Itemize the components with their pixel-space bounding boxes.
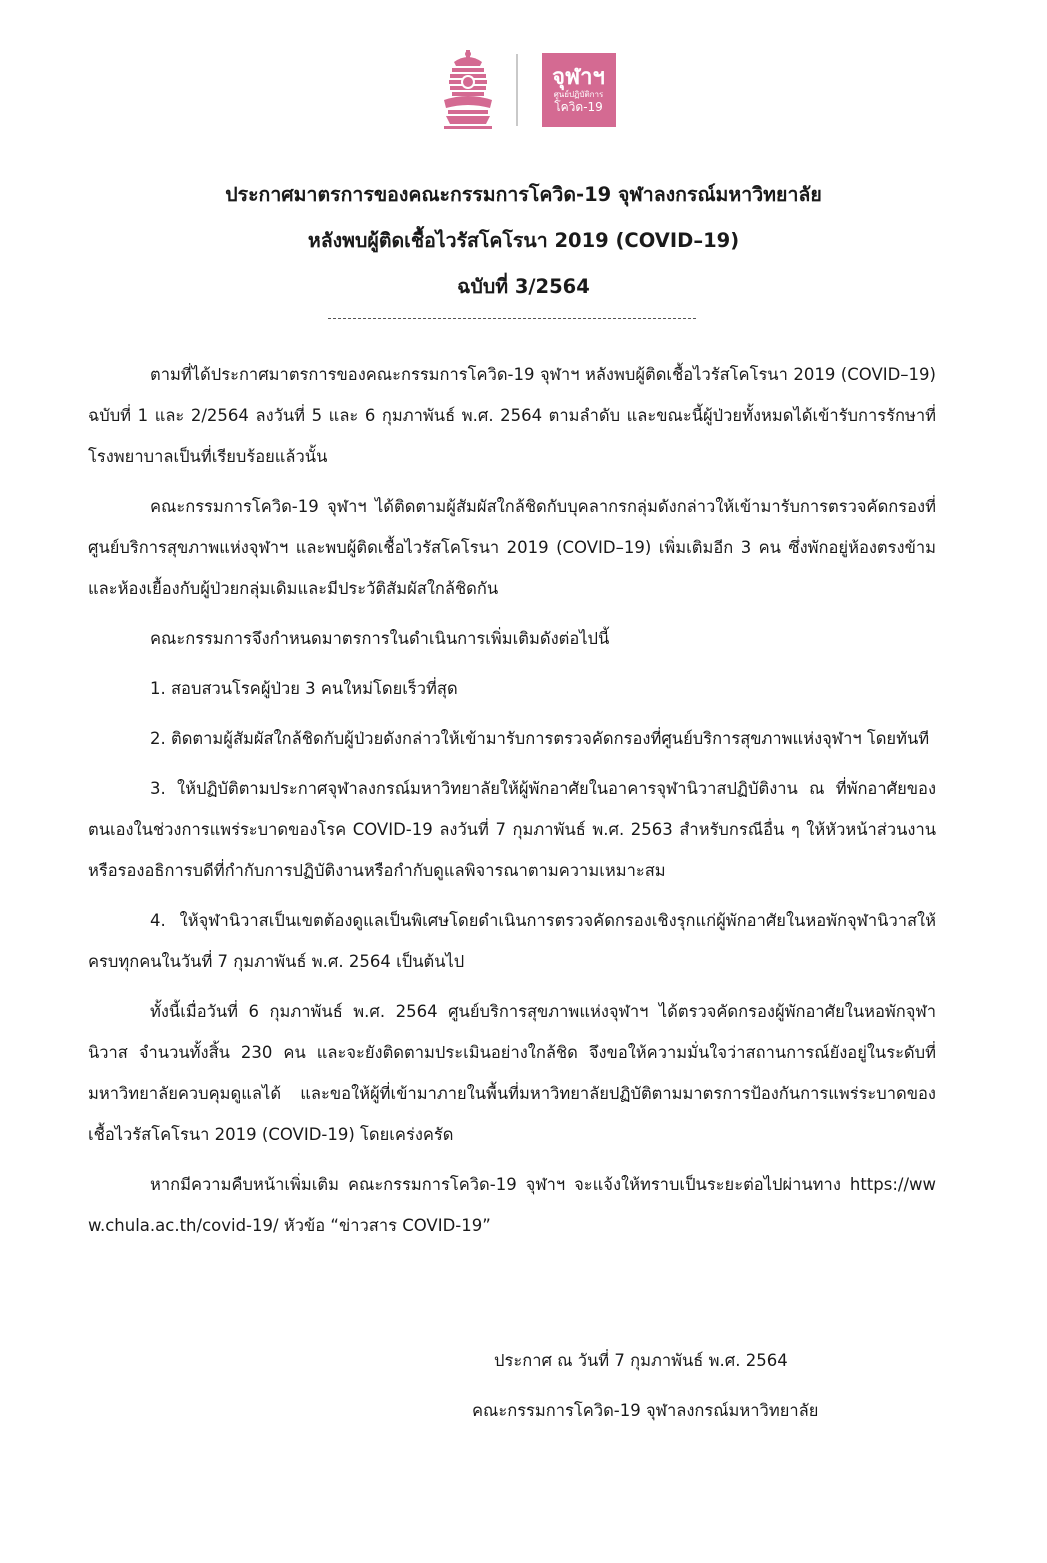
paragraph-4: ทั้งนี้เมื่อวันที่ 6 กุมภาพันธ์ พ.ศ. 2564 ศูนย์บริการสุขภาพแห่งจุฬาฯ ได้ตรวจคัดกรองผู้พักอาศัยในหอพักจุฬานิวาส จำนวนทั้งสิ้น 230 คน และจะยังติดตามประเมินอย่างใกล้ชิด จึงขอให้ความมั่นใจว่าสถานการณ์ยังอยู่ในระดับที่มหาวิทยาลัยควบคุมดูแลได้ และขอให้ผู้ที่เข้ามาภายในพื้นที่มหาวิทยาลัยปฏิบัติตามมาตรการป้องกันการแพร่ระบาดของเชื้อไวรัสโคโรนา 2019 (COVID-19) โดยเคร่งครัด: [88, 1002, 936, 1144]
paragraph-5: [88, 1164, 936, 1246]
measure-item-4: 4. ให้จุฬานิวาสเป็นเขตต้องดูแลเป็นพิเศษโดยดำเนินการตรวจคัดกรองเชิงรุกแก่ผู้พักอาศัยในหอพักจุฬานิวาสให้ครบทุกคนในวันที่ 7 กุมภาพันธ์ พ.ศ. 2564 เป็นต้นไป: [88, 911, 936, 971]
dashed-divider: [328, 318, 696, 319]
badge-subtitle: ศูนย์ปฏิบัติการ: [553, 89, 604, 99]
chula-seal-icon: [440, 50, 496, 130]
signature-block: [472, 1336, 992, 1436]
measure-item-3: 3. ให้ปฏิบัติตามประกาศจุฬาลงกรณ์มหาวิทยาลัยให้ผู้พักอาศัยในอาคารจุฬานิวาสปฏิบัติงาน ณ ที่พักอาศัยของตนเองในช่วงการแพร่ระบาดของโรค COVID-19 ลงวันที่ 7 กุมภาพันธ์ พ.ศ. 2563 สำหรับกรณีอื่น ๆ ให้หัวหน้าส่วนงานหรือรองอธิการบดีที่กำกับการปฏิบัติงานหรือกำกับดูแลพิจารณาตามความเหมาะสม: [88, 779, 936, 880]
covid-center-badge: [542, 53, 616, 127]
paragraph-3: คณะกรรมการจึงกำหนดมาตรการในดำเนินการเพิ่มเติมดังต่อไปนี้: [150, 629, 610, 648]
badge-title: จุฬาฯ: [552, 64, 605, 90]
logo-row: [0, 50, 1047, 130]
document-title: [0, 172, 1047, 310]
announcement-date: ประกาศ ณ วันที่ 7 กุมภาพันธ์ พ.ศ. 2564: [494, 1351, 788, 1370]
paragraph-1: ตามที่ได้ประกาศมาตรการของคณะกรรมการโควิด-19 จุฬาฯ หลังพบผู้ติดเชื้อไวรัสโคโรนา 2019 (COVID–19) ฉบับที่ 1 และ 2/2564 ลงวันที่ 5 และ 6 กุมภาพันธ์ พ.ศ. 2564 ตามลำดับ และขณะนี้ผู้ป่วยทั้งหมดได้เข้ารับการรักษาที่โรงพยาบาลเป็นที่เรียบร้อยแล้วนั้น: [88, 365, 936, 466]
measure-item-2: 2. ติดตามผู้สัมผัสใกล้ชิดกับผู้ป่วยดังกล่าวให้เข้ามารับการตรวจคัดกรองที่ศูนย์บริการสุขภาพแห่งจุฬาฯ โดยทันที: [150, 729, 930, 748]
title-line-2: หลังพบผู้ติดเชื้อไวรัสโคโรนา 2019 (COVID–19): [307, 229, 740, 252]
paragraph-5-topic: หัวข้อ “ข่าวสาร COVID-19”: [283, 1216, 491, 1235]
measure-item-1: 1. สอบสวนโรคผู้ป่วย 3 คนใหม่โดยเร็วที่สุด: [150, 679, 458, 698]
badge-caption: โควิด-19: [554, 99, 603, 114]
title-line-3: ฉบับที่ 3/2564: [457, 275, 590, 298]
logo-divider: [516, 54, 518, 126]
paragraph-2: คณะกรรมการโควิด-19 จุฬาฯ ได้ติดตามผู้สัมผัสใกล้ชิดกับบุคลากรกลุ่มดังกล่าวให้เข้ามารับการตรวจคัดกรองที่ศูนย์บริการสุขภาพแห่งจุฬาฯ และพบผู้ติดเชื้อไวรัสโคโรนา 2019 (COVID–19) เพิ่มเติมอีก 3 คน ซึ่งพักอยู่ห้องตรงข้ามและห้องเยื้องกับผู้ป่วยกลุ่มเดิมและมีประวัติสัมผัสใกล้ชิดกัน: [88, 497, 936, 598]
announcement-body: [88, 354, 936, 1255]
issuing-committee: คณะกรรมการโควิด-19 จุฬาลงกรณ์มหาวิทยาลัย: [472, 1401, 819, 1420]
covid-info-link[interactable]: https://www.chula.ac.th/covid-19/: [88, 1175, 936, 1235]
paragraph-5-text: หากมีความคืบหน้าเพิ่มเติม คณะกรรมการโควิด-19 จุฬาฯ จะแจ้งให้ทราบเป็นระยะต่อไปผ่านทาง: [150, 1175, 841, 1194]
title-line-1: ประกาศมาตรการของคณะกรรมการโควิด-19 จุฬาลงกรณ์มหาวิทยาลัย: [225, 183, 822, 206]
